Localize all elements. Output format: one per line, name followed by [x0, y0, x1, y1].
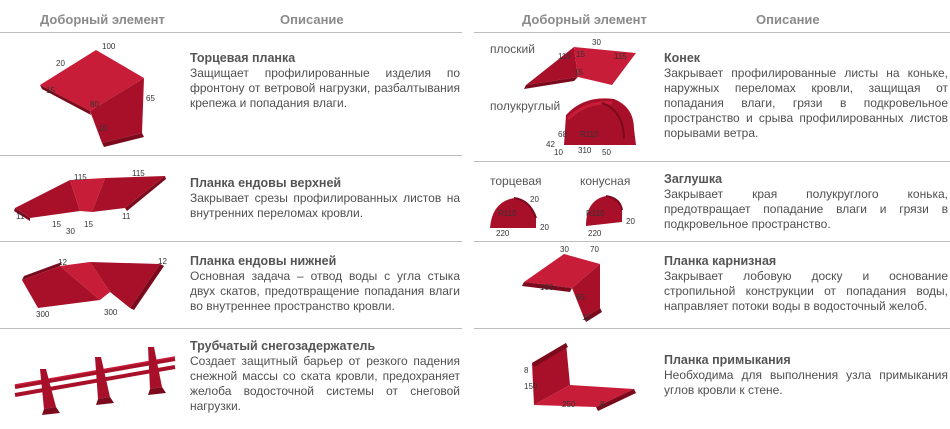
- dim-label: 20: [540, 223, 549, 232]
- dim-label: R110: [580, 130, 599, 139]
- abutment-plank-drawing: [474, 329, 659, 429]
- dim-label: 220: [496, 229, 510, 238]
- dim-label: 70: [590, 245, 599, 254]
- dim-label: 50: [602, 148, 611, 157]
- abutment-plank-description: [664, 353, 948, 398]
- end-cap-description: [664, 172, 948, 232]
- lower-valley-drawing: [0, 242, 185, 327]
- dim-label: 15: [576, 50, 585, 59]
- item-title: Заглушка: [664, 172, 723, 186]
- end-plank-description: [190, 51, 460, 111]
- dim-label: 11: [16, 212, 25, 221]
- dim-label: 300: [104, 308, 118, 317]
- dim-label: R110: [498, 209, 517, 218]
- dim-label: 220: [588, 229, 602, 238]
- dim-label: 115: [558, 52, 571, 61]
- dim-label: 115: [132, 169, 145, 178]
- lower-valley-description: [190, 254, 460, 314]
- dim-label: 115: [74, 173, 87, 182]
- dim-label: 15: [52, 220, 61, 229]
- dim-label: 65: [146, 94, 155, 103]
- item-text: Закрывает края полукруглого конька, предотвращает попадание влаги и грязи в подкровельное пространство.: [664, 187, 948, 231]
- end-plank-drawing: [0, 33, 185, 151]
- ridge-description: [664, 51, 948, 141]
- end-cap-drawing: [474, 162, 659, 242]
- item-text: Необходима для выполнения узла примыкания углов кровли к стене.: [664, 368, 948, 397]
- ridge-flat-label: плоский: [490, 42, 535, 56]
- dim-label: 100: [540, 283, 554, 292]
- item-text: Закрывает профилированные листы на коньке, наружных переломах кровли, защищая от попадания влаги, грязи в подкровельное пространство и срыва профилированных листов порывами ветра.: [664, 66, 948, 140]
- dim-label: 150: [524, 382, 538, 391]
- item-title: Конек: [664, 51, 701, 65]
- row-end-cap: [474, 162, 950, 242]
- dim-label: 10: [582, 313, 591, 322]
- right-description-header: Описание: [756, 12, 820, 27]
- dim-label: 310: [578, 146, 592, 155]
- dim-label: 12: [58, 258, 67, 267]
- item-text: Создает защитный барьер от резкого падения снежной массы со ската кровли, предохраняет желоба водосточной системы от снеговой нагрузки.: [190, 354, 460, 413]
- eave-plank-drawing: [474, 242, 659, 327]
- left-description-header: Описание: [280, 12, 344, 27]
- dim-label: 20: [626, 217, 635, 226]
- dim-label: 115: [614, 52, 627, 61]
- dim-label: 11: [122, 212, 131, 221]
- row-snow-guard: [0, 329, 462, 429]
- left-element-header: Доборный элемент: [40, 12, 165, 27]
- row-ridge: [474, 33, 950, 158]
- dim-label: 100: [102, 42, 116, 51]
- item-title: Планка ендовы верхней: [190, 176, 342, 190]
- dim-label: 30: [560, 245, 569, 254]
- dim-label: 20: [530, 195, 539, 204]
- snow-guard-description: [190, 339, 460, 414]
- upper-valley-description: [190, 176, 460, 221]
- item-title: Планка ендовы нижней: [190, 254, 337, 268]
- dim-label: 12: [158, 257, 167, 266]
- dim-label: 30: [592, 38, 601, 47]
- item-text: Защищает профилированные изделия по фронтону от ветровой нагрузки, разбалтывания крепежа и попадания влаги.: [190, 66, 460, 110]
- ridge-round-label: полукруглый: [490, 99, 561, 113]
- row-upper-valley: [0, 156, 462, 236]
- dim-label: 30: [66, 227, 75, 236]
- dim-label: 65: [576, 293, 585, 302]
- eave-plank-description: [664, 254, 948, 314]
- dim-label: 80: [90, 100, 99, 109]
- dim-label: 15: [46, 86, 55, 95]
- ridge-drawing: [474, 33, 659, 158]
- dim-label: 8: [600, 400, 605, 409]
- dim-label: 10: [98, 124, 107, 133]
- item-text: Закрывает срезы профилированных листов на внутренних переломах кровли.: [190, 191, 460, 220]
- row-end-plank: [0, 33, 462, 151]
- row-eave-plank: [474, 242, 950, 327]
- row-abutment-plank: [474, 329, 950, 429]
- dim-label: 300: [36, 310, 50, 319]
- dim-label: 250: [562, 400, 576, 409]
- dim-label: 15: [84, 220, 93, 229]
- right-element-header: Доборный элемент: [522, 12, 647, 27]
- dim-label: 8: [524, 366, 529, 375]
- item-title: Торцевая планка: [190, 51, 296, 65]
- snow-guard-drawing: [0, 329, 185, 429]
- dim-label: 42: [546, 140, 555, 149]
- item-text: Закрывает лобовую доску и основание стропильной конструкции от попадания воды, направляет потоки воды в водосточный желоб.: [664, 269, 948, 313]
- dim-label: 15: [574, 68, 583, 77]
- item-title: Трубчатый снегозадержатель: [190, 339, 376, 353]
- end-cap-cone-label: конусная: [580, 174, 631, 188]
- row-lower-valley: [0, 242, 462, 327]
- item-title: Планка примыкания: [664, 353, 791, 367]
- item-text: Основная задача – отвод воды с угла стыка двух скатов, предотвращение попадания влаги во внутреннее пространство кровли.: [190, 269, 460, 313]
- dim-label: 68: [558, 130, 567, 139]
- dim-label: 10: [554, 148, 563, 157]
- dim-label: R110: [586, 209, 605, 218]
- end-cap-flat-label: торцевая: [490, 174, 542, 188]
- item-title: Планка карнизная: [664, 254, 777, 268]
- upper-valley-drawing: [0, 156, 185, 236]
- dim-label: 20: [56, 59, 65, 68]
